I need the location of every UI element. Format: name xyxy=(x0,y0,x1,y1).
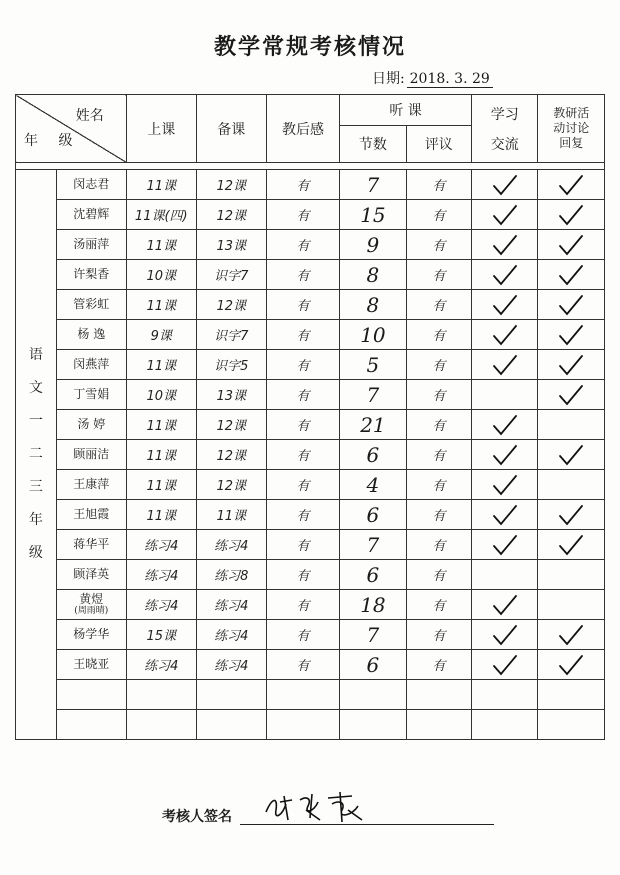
reflect-cell: 有 xyxy=(266,320,339,350)
header-research-line3: 回复 xyxy=(559,136,584,150)
prep-cell: 11课 xyxy=(196,500,266,530)
header-name-label: 姓名 xyxy=(75,108,104,124)
reflect-cell: 有 xyxy=(266,260,339,290)
study-cell xyxy=(471,440,537,470)
checkmark-icon xyxy=(538,294,604,316)
teacher-name-text: 顾丽洁 xyxy=(73,447,110,461)
study-cell xyxy=(471,620,537,650)
table-row xyxy=(16,350,605,380)
assessment-table xyxy=(15,94,605,740)
checkmark-icon xyxy=(538,264,604,286)
prep-cell: 12课 xyxy=(196,410,266,440)
teach-cell: 9课 xyxy=(126,320,196,350)
reflect-cell: 有 xyxy=(266,350,339,380)
prep-cell: 练习4 xyxy=(196,650,266,680)
teacher-name xyxy=(56,200,126,230)
reflect-cell: 有 xyxy=(266,440,339,470)
teacher-name-text: 蒋华平 xyxy=(73,537,110,551)
signature-label: 考核人签名 xyxy=(162,809,232,825)
header-corner xyxy=(16,95,127,163)
sessions-cell: 6 xyxy=(340,650,406,680)
sessions-cell: 6 xyxy=(340,440,406,470)
sessions-cell: 10 xyxy=(340,320,406,350)
header-grade-label: 年 级 xyxy=(24,133,81,149)
comment-cell: 有 xyxy=(406,560,471,590)
sessions-cell: 5 xyxy=(340,350,406,380)
prep-cell: 12课 xyxy=(196,470,266,500)
checkmark-icon xyxy=(472,354,537,376)
checkmark-icon xyxy=(538,324,604,346)
header-listen: 听 课 xyxy=(340,95,472,126)
comment-cell: 有 xyxy=(406,410,471,440)
comment-cell: 有 xyxy=(406,470,471,500)
header-research-line1: 教研活 xyxy=(553,106,590,120)
header-teach: 上课 xyxy=(126,95,196,163)
research-cell xyxy=(538,470,605,500)
grade-char: 语 xyxy=(28,347,43,363)
grade-char: 年 xyxy=(28,512,43,528)
table-row xyxy=(16,530,605,560)
teach-cell: 11课 xyxy=(126,170,196,200)
teach-cell: 11课 xyxy=(126,350,196,380)
teacher-name-text: 汤丽萍 xyxy=(73,237,110,251)
teacher-name xyxy=(56,620,126,650)
comment-cell: 有 xyxy=(406,230,471,260)
date-label: 日期: xyxy=(372,71,405,87)
teacher-name-text: 管彩虹 xyxy=(73,297,110,311)
checkmark-icon xyxy=(538,444,604,466)
checkmark-icon xyxy=(472,204,537,226)
prep-cell: 练习8 xyxy=(196,560,266,590)
study-cell xyxy=(471,470,537,500)
teacher-name xyxy=(56,590,126,620)
grade-char: 文 xyxy=(28,380,43,396)
teacher-name-text: 王康萍 xyxy=(73,477,110,491)
teach-cell: 练习4 xyxy=(126,530,196,560)
teach-cell: 11课(四) xyxy=(126,200,196,230)
teacher-name xyxy=(56,170,126,200)
teacher-name xyxy=(56,320,126,350)
comment-cell: 有 xyxy=(406,260,471,290)
teach-cell: 练习4 xyxy=(126,650,196,680)
prep-cell: 13课 xyxy=(196,230,266,260)
checkmark-icon xyxy=(538,384,604,406)
teacher-name xyxy=(56,470,126,500)
sessions-cell: 9 xyxy=(340,230,406,260)
teacher-name-text: 顾泽英 xyxy=(73,567,110,581)
study-cell xyxy=(471,380,537,410)
reflect-cell: 有 xyxy=(266,560,339,590)
reflect-cell: 有 xyxy=(266,380,339,410)
reflect-cell: 有 xyxy=(266,170,339,200)
prep-cell: 13课 xyxy=(196,380,266,410)
study-cell xyxy=(471,590,537,620)
prep-cell: 识字5 xyxy=(196,350,266,380)
checkmark-icon xyxy=(538,624,604,646)
header-research-line2: 动讨论 xyxy=(553,121,590,135)
prep-cell: 识字7 xyxy=(196,320,266,350)
sessions-cell: 4 xyxy=(340,470,406,500)
table-row xyxy=(16,560,605,590)
teacher-name xyxy=(56,230,126,260)
checkmark-icon xyxy=(472,234,537,256)
teacher-name-text: 黄煜 xyxy=(79,592,104,606)
comment-cell: 有 xyxy=(406,350,471,380)
sessions-cell: 21 xyxy=(340,410,406,440)
teacher-name-sub: (周雨晴) xyxy=(74,606,109,616)
teacher-name xyxy=(56,290,126,320)
comment-cell: 有 xyxy=(406,530,471,560)
teach-cell: 15课 xyxy=(126,620,196,650)
checkmark-icon xyxy=(472,294,537,316)
teacher-name-text: 丁雪娟 xyxy=(73,387,110,401)
grade-cell xyxy=(16,170,57,740)
grade-char: 三 xyxy=(28,479,43,495)
table-row xyxy=(16,590,605,620)
table-row xyxy=(16,410,605,440)
checkmark-icon xyxy=(538,354,604,376)
teacher-name-text: 沈碧辉 xyxy=(73,207,110,221)
prep-cell: 12课 xyxy=(196,440,266,470)
teach-cell: 11课 xyxy=(126,230,196,260)
teacher-name-text: 闵志君 xyxy=(73,177,110,191)
table-row xyxy=(16,500,605,530)
study-cell xyxy=(471,260,537,290)
prep-cell: 练习4 xyxy=(196,530,266,560)
reflect-cell: 有 xyxy=(266,200,339,230)
comment-cell: 有 xyxy=(406,440,471,470)
grade-char: 二 xyxy=(28,446,43,462)
checkmark-icon xyxy=(472,174,537,196)
teacher-name-text: 汤 婷 xyxy=(77,417,106,431)
teacher-name-text: 许梨香 xyxy=(73,267,110,281)
header-prep: 备课 xyxy=(196,95,266,163)
reflect-cell: 有 xyxy=(266,470,339,500)
checkmark-icon xyxy=(472,624,537,646)
prep-cell: 12课 xyxy=(196,170,266,200)
checkmark-icon xyxy=(472,474,537,496)
comment-cell: 有 xyxy=(406,620,471,650)
table-row xyxy=(16,260,605,290)
research-cell xyxy=(538,380,605,410)
teacher-name-text: 杨学华 xyxy=(73,627,110,641)
checkmark-icon xyxy=(538,654,604,676)
prep-cell: 12课 xyxy=(196,290,266,320)
teach-cell: 10课 xyxy=(126,380,196,410)
research-cell xyxy=(538,320,605,350)
teach-cell: 11课 xyxy=(126,500,196,530)
grade-char: 级 xyxy=(28,545,43,561)
comment-cell: 有 xyxy=(406,170,471,200)
header-study-line1: 学习 xyxy=(490,106,519,123)
table-row xyxy=(16,290,605,320)
teach-cell: 11课 xyxy=(126,470,196,500)
prep-cell: 练习4 xyxy=(196,620,266,650)
sessions-cell: 18 xyxy=(340,590,406,620)
signature-image xyxy=(262,790,372,830)
research-cell xyxy=(538,170,605,200)
header-study xyxy=(471,95,537,163)
teacher-name xyxy=(56,500,126,530)
teach-cell: 11课 xyxy=(126,410,196,440)
table-row xyxy=(16,170,605,200)
study-cell xyxy=(471,290,537,320)
teacher-name-text: 王旭霞 xyxy=(73,507,110,521)
research-cell xyxy=(538,200,605,230)
page-title: 教学常规考核情况 xyxy=(213,34,406,60)
teacher-name xyxy=(56,350,126,380)
sessions-cell: 6 xyxy=(340,560,406,590)
teacher-name xyxy=(56,560,126,590)
checkmark-icon xyxy=(538,234,604,256)
table-row xyxy=(16,230,605,260)
teacher-name-text: 杨 逸 xyxy=(77,327,106,341)
teach-cell: 练习4 xyxy=(126,560,196,590)
teacher-name xyxy=(56,260,126,290)
study-cell xyxy=(471,200,537,230)
study-cell xyxy=(471,410,537,440)
research-cell xyxy=(538,230,605,260)
sessions-cell: 6 xyxy=(340,500,406,530)
prep-cell: 识字7 xyxy=(196,260,266,290)
study-cell xyxy=(471,560,537,590)
teach-cell: 11课 xyxy=(126,290,196,320)
comment-cell: 有 xyxy=(406,290,471,320)
comment-cell: 有 xyxy=(406,500,471,530)
teacher-name xyxy=(56,440,126,470)
reflect-cell: 有 xyxy=(266,290,339,320)
header-sessions: 节数 xyxy=(340,126,406,163)
prep-cell: 练习4 xyxy=(196,590,266,620)
teach-cell: 练习4 xyxy=(126,590,196,620)
reflect-cell: 有 xyxy=(266,230,339,260)
sessions-cell: 8 xyxy=(340,290,406,320)
research-cell xyxy=(538,530,605,560)
comment-cell: 有 xyxy=(406,320,471,350)
research-cell xyxy=(538,350,605,380)
checkmark-icon xyxy=(472,504,537,526)
table-row xyxy=(16,440,605,470)
reflect-cell: 有 xyxy=(266,530,339,560)
research-cell xyxy=(538,260,605,290)
sessions-cell: 7 xyxy=(340,620,406,650)
teacher-name-text: 王晓亚 xyxy=(73,657,110,671)
sessions-cell: 7 xyxy=(340,530,406,560)
checkmark-icon xyxy=(472,264,537,286)
checkmark-icon xyxy=(538,174,604,196)
header-study-line2: 交流 xyxy=(490,136,519,153)
table-row xyxy=(16,650,605,680)
checkmark-icon xyxy=(538,204,604,226)
study-cell xyxy=(471,230,537,260)
sessions-cell: 15 xyxy=(340,200,406,230)
reflect-cell: 有 xyxy=(266,650,339,680)
research-cell xyxy=(538,290,605,320)
sessions-cell: 7 xyxy=(340,380,406,410)
teacher-name xyxy=(56,410,126,440)
table-row xyxy=(16,470,605,500)
date-field xyxy=(372,68,493,88)
teacher-name-text: 闵燕萍 xyxy=(73,357,110,371)
teacher-name xyxy=(56,650,126,680)
grade-char: 一 xyxy=(28,413,43,429)
reflect-cell: 有 xyxy=(266,500,339,530)
table-row xyxy=(16,380,605,410)
comment-cell: 有 xyxy=(406,650,471,680)
reflect-cell: 有 xyxy=(266,590,339,620)
research-cell xyxy=(538,410,605,440)
research-cell xyxy=(538,650,605,680)
reflect-cell: 有 xyxy=(266,620,339,650)
teach-cell: 11课 xyxy=(126,440,196,470)
checkmark-icon xyxy=(472,414,537,436)
comment-cell: 有 xyxy=(406,200,471,230)
study-cell xyxy=(471,650,537,680)
research-cell xyxy=(538,590,605,620)
checkmark-icon xyxy=(538,534,604,556)
empty-row xyxy=(16,710,605,740)
checkmark-icon xyxy=(472,534,537,556)
research-cell xyxy=(538,560,605,590)
sessions-cell: 7 xyxy=(340,170,406,200)
research-cell xyxy=(538,500,605,530)
teacher-name xyxy=(56,380,126,410)
checkmark-icon xyxy=(472,444,537,466)
checkmark-icon xyxy=(472,324,537,346)
study-cell xyxy=(471,320,537,350)
research-cell xyxy=(538,440,605,470)
study-cell xyxy=(471,530,537,560)
header-research xyxy=(538,95,605,163)
empty-row xyxy=(16,680,605,710)
checkmark-icon xyxy=(472,654,537,676)
header-comment: 评议 xyxy=(406,126,471,163)
checkmark-icon xyxy=(538,504,604,526)
table-row xyxy=(16,320,605,350)
research-cell xyxy=(538,620,605,650)
table-row xyxy=(16,620,605,650)
study-cell xyxy=(471,170,537,200)
date-value: 2018. 3. 29 xyxy=(407,71,493,88)
table-row xyxy=(16,200,605,230)
sessions-cell: 8 xyxy=(340,260,406,290)
comment-cell: 有 xyxy=(406,380,471,410)
reflect-cell: 有 xyxy=(266,410,339,440)
study-cell xyxy=(471,350,537,380)
comment-cell: 有 xyxy=(406,590,471,620)
teach-cell: 10课 xyxy=(126,260,196,290)
checkmark-icon xyxy=(472,594,537,616)
study-cell xyxy=(471,500,537,530)
prep-cell: 12课 xyxy=(196,200,266,230)
header-reflect: 教后感 xyxy=(266,95,339,163)
teacher-name xyxy=(56,530,126,560)
